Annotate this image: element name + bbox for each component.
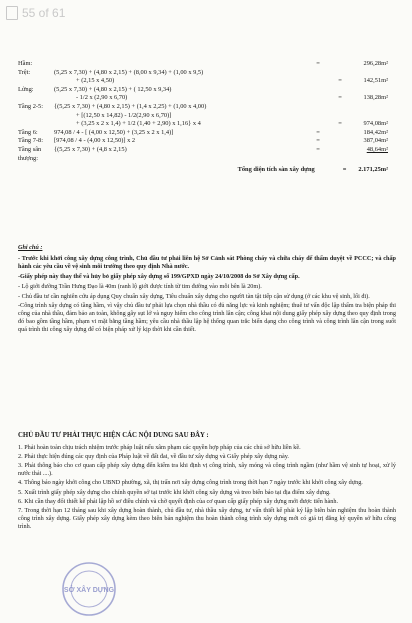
requirement-item: 6. Khi cần thay đổi thiết kế phải lập hồ sơ điều chỉnh và chờ quyết định của cơ quan cấp giấy phép xây dựng mới được tiến hành.: [18, 498, 338, 506]
requirements-heading: CHỦ ĐẦU TƯ PHẢI THỰC HIỆN CÁC NỘI DUNG SAU ĐÂY :: [18, 432, 209, 439]
area-row: [18, 77, 398, 86]
requirement-item: 4. Thông báo ngày khởi công cho UBND phường, xã, thị trấn nơi xây dựng công trình trong thời hạn 7 ngày trước khi khởi công xây dựng.: [18, 479, 363, 487]
area-value: [350, 112, 398, 121]
area-row: [18, 103, 398, 112]
area-value: 142,51m²: [363, 77, 388, 85]
equals-sign: =: [338, 94, 342, 102]
area-row: [18, 129, 398, 138]
area-expression: [54, 60, 308, 69]
area-value: 974,08m²: [363, 120, 388, 128]
note-item: - Lộ giới đường Trần Hưng Đạo là 40m (ranh lộ giới được tính từ tim đường vào mỗi bên là 20m).: [18, 282, 262, 290]
area-expression: + (2,15 x 4,50): [76, 77, 115, 85]
total-equals: =: [342, 166, 347, 174]
requirement-item: 7. Trong thời hạn 12 tháng sau khi xây dựng hoàn thành, chủ đầu tư, nhà thầu xây dựng, tư vấn thiết kế phải ký lập biên bản nghiệm thu hoàn thành công trình xây dựng. Giấy phép xây dựng kèm theo biên bản nghiệm thu hoàn thành công trình xây dựng mới có giá trị đăng ký quyền sở hữu công trình.: [18, 507, 396, 530]
area-row: [18, 146, 398, 163]
equals-sign: =: [316, 145, 320, 153]
floor-area-table: [18, 60, 398, 175]
equals-sign: [308, 86, 328, 95]
requirement-item: 5. Xuất trình giấy phép xây dựng cho chính quyền sở tại trước khi khởi công xây dựng và treo biển báo tại địa điểm xây dựng.: [18, 488, 331, 496]
document-icon: [6, 6, 18, 20]
area-label: [18, 120, 54, 129]
area-value: 387,04m²: [363, 137, 388, 145]
total-value: 2.171,25m²: [358, 166, 388, 174]
area-row: [18, 112, 398, 121]
area-row: [18, 137, 398, 146]
area-expression: - 1/2 x (2,90 x 6,70): [76, 94, 128, 102]
area-expression: {(5,25 x 7,30) + (4,80 x 2,15) + (1,4 x 2,25) + (1,00 x 4,00): [54, 102, 207, 110]
area-value: 48,64m²: [366, 145, 388, 153]
stamp-text: SỞ XÂY DỰNG: [63, 587, 115, 594]
area-label: [18, 112, 54, 121]
total-label: Tổng diện tích sàn xây dựng: [237, 166, 315, 174]
area-expression: (5,25 x 7,30) + (4,80 x 2,15) + ( 12,50 x 9,34): [54, 85, 172, 93]
area-expression: [974,08 / 4 - (4,00 x 12,50)] x 2: [54, 137, 136, 145]
area-label: [18, 94, 54, 103]
area-label: Tầng 6:: [18, 128, 38, 136]
equals-sign: [330, 112, 350, 121]
area-value: 296,28m²: [363, 60, 388, 67]
area-value: [328, 69, 398, 78]
area-value: 138,28m²: [363, 94, 388, 102]
area-row: [18, 60, 398, 69]
note-item: - Chủ đầu tư cần nghiên cứu áp dụng Quy chuẩn xây dựng, Tiêu chuẩn xây dựng cho người tàn tật tiếp cận sử dụng (ở các khu vệ sinh, lối đi).: [18, 292, 370, 300]
equals-sign: =: [316, 128, 320, 136]
note-item: -Giấy phép này thay thế và hủy bỏ giấy phép xây dựng số 199/GPXD ngày 24/10/2008 do Sở Xây dựng cấp.: [18, 272, 300, 280]
requirement-item: 2. Phải thực hiện đúng các quy định của Pháp luật về đất đai, về đầu tư xây dựng và Giấy phép xây dựng này.: [18, 453, 289, 461]
area-label: Lửng:: [18, 85, 34, 93]
area-expression: 974,08 / 4 - [ (4,00 x 12,50) + (3,25 x 2 x 1,4)]: [54, 128, 174, 136]
requirement-item: 1. Phải hoàn toàn chịu trách nhiệm trước pháp luật nếu xâm phạm các quyền hợp pháp của các chủ sở hữu liền kề.: [18, 443, 301, 451]
note-item: -Công trình xây dựng có tầng hầm, vì vậy chủ đầu tư phải lựa chọn nhà thầu có đủ năng lực và kinh nghiệm; thuê tư vấn độc lập thẩm tra biện pháp thi công của nhà thầu, đảm bảo an toàn, không gây sụt lở và nguy hiểm cho công trình lân cận; công khai nội dung giấy phép xây dựng theo quy định trong đó bao gồm tầng hầm, phạm vi mặt bằng tầng hầm; yêu cầu nhà thầu lập hệ thống quan trắc biến dạng cho công trình và công trình lân cận trong suốt quá trình thi công xây dựng để có biện pháp xử lý kịp thời khi cần thiết.: [18, 302, 396, 334]
area-expression: (5,25 x 7,30) + (4,80 x 2,15) + (8,00 x 9,34) + (1,00 x 9,5): [54, 68, 204, 76]
notes-title: Ghi chú :: [18, 244, 43, 251]
area-row: [18, 86, 398, 95]
equals-sign: =: [316, 60, 320, 67]
equals-sign: [308, 103, 328, 112]
page-indicator-text: 55 of 61: [22, 6, 66, 20]
area-label: Tầng sân thượng:: [18, 145, 42, 162]
area-value: [328, 103, 398, 112]
equals-sign: =: [338, 77, 342, 85]
requirement-item: 3. Phải thông báo cho cơ quan cấp phép xây dựng đến kiểm tra khi định vị công trình, xây móng và công trình ngầm (như hầm vệ sinh tự hoại, xử lý nước thải ....).: [18, 462, 396, 478]
area-row: [18, 120, 398, 129]
area-row: [18, 69, 398, 78]
area-label: [18, 77, 54, 86]
equals-sign: =: [338, 120, 342, 128]
area-label: Tầng 2-5:: [18, 102, 44, 110]
area-expression: + (3,25 x 2 x 1,4) + 1/2 (1,40 + 2,90) x 1,16} x 4: [76, 120, 201, 128]
total-area-row: [18, 166, 398, 175]
area-expression: + [(12,50 x 14,82) - 1/2(2,90 x 6,70)]: [76, 111, 172, 119]
area-label: Tầng 7-8:: [18, 137, 44, 145]
note-item: - Trước khi khởi công xây dựng công trình, Chủ đầu tư phải liên hệ Sở Cảnh sát Phòng cháy và chữa cháy để thẩm duyệt về PCCC; và chấp hành các yêu cầu về vệ sinh môi trường theo quy định Nhà nước.: [18, 254, 396, 270]
area-value: [328, 86, 398, 95]
notes-section: [18, 244, 396, 336]
requirements-section: [18, 432, 396, 532]
page-indicator: [6, 6, 65, 20]
area-value: 184,42m²: [363, 128, 388, 136]
official-stamp: [58, 560, 120, 618]
area-label: Trệt:: [18, 68, 31, 76]
equals-sign: [308, 69, 328, 78]
area-expression: {(5,25 x 7,30) + (4,8 x 2,15): [54, 145, 127, 153]
equals-sign: =: [316, 137, 320, 145]
area-label: Hầm:: [18, 60, 33, 67]
area-row: [18, 94, 398, 103]
